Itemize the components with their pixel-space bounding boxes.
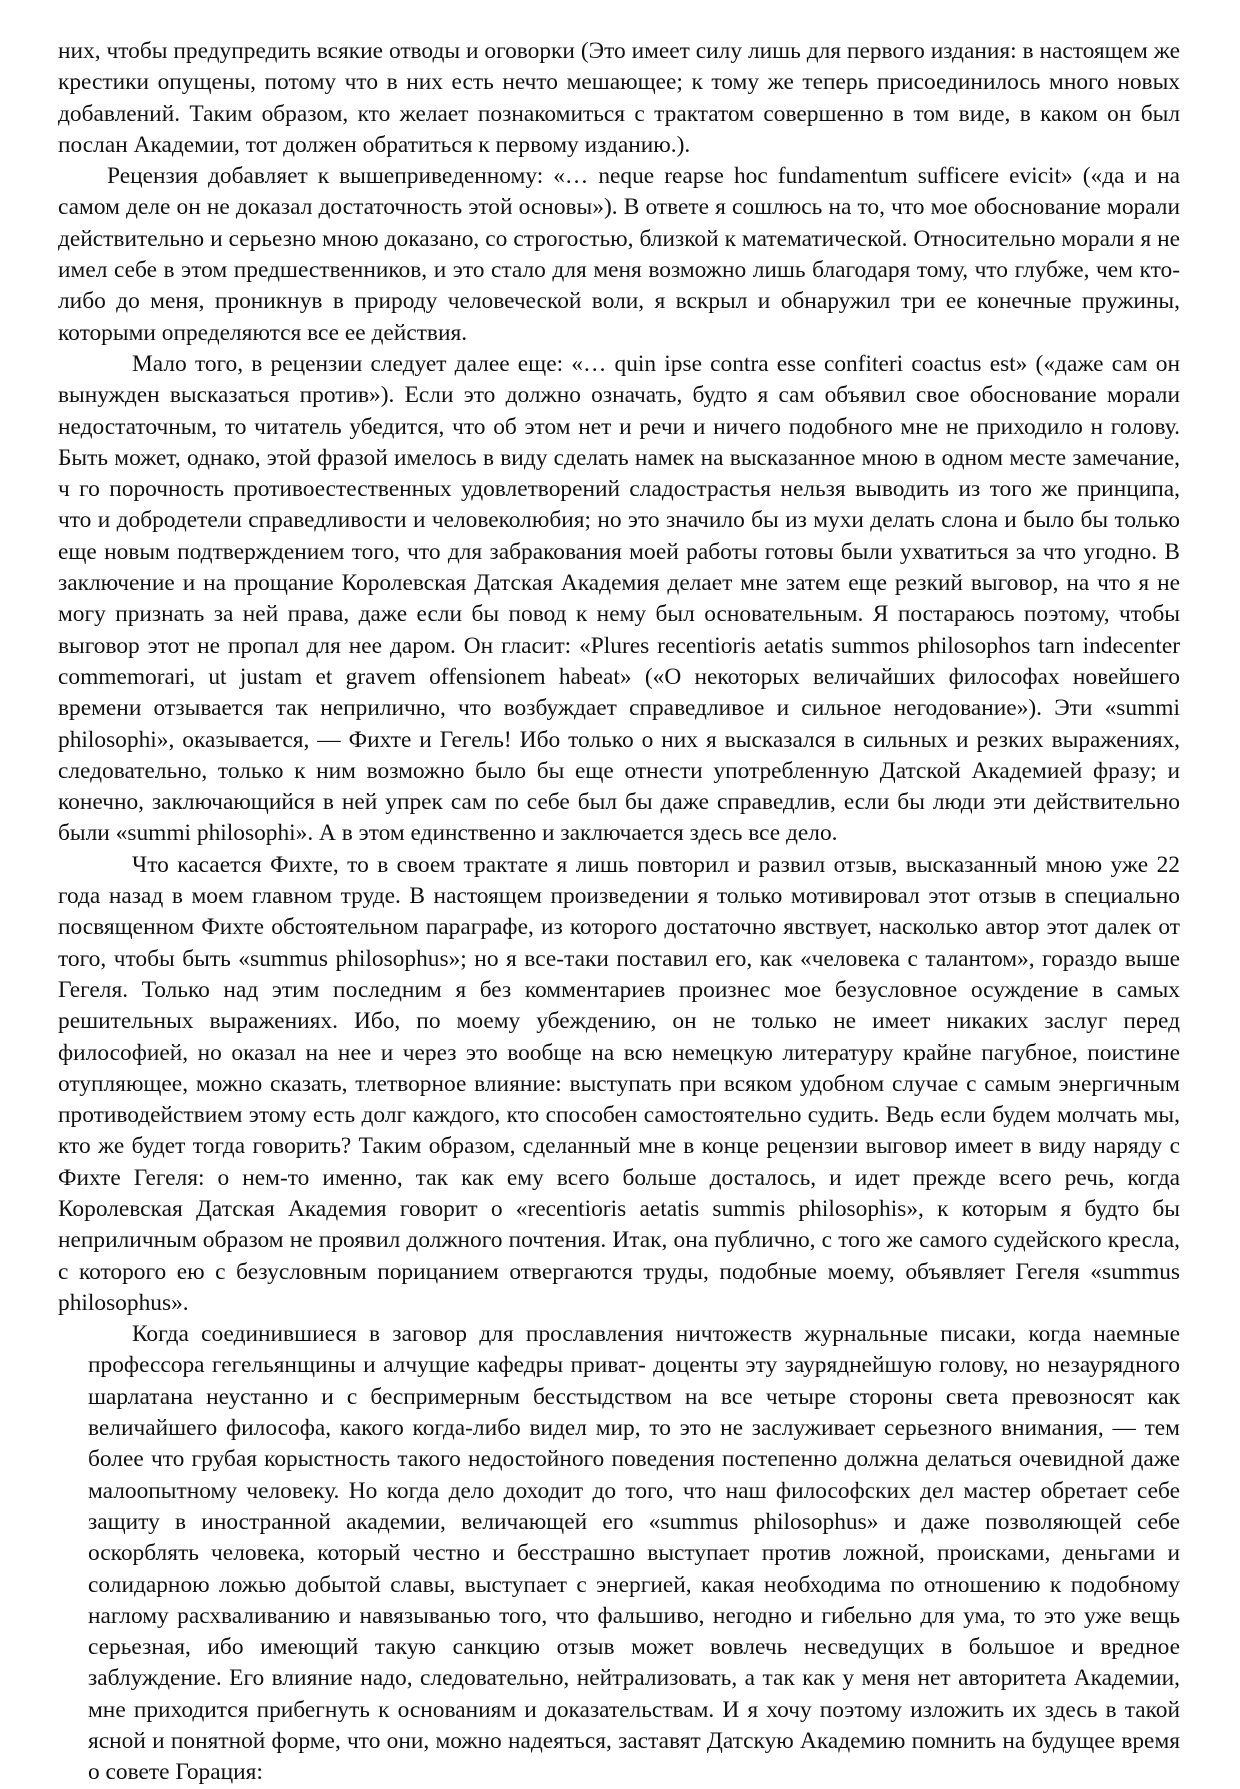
paragraph-4: Что касается Фихте, то в своем трактате я лишь повторил и развил отзыв, высказанный мною уже 22 года назад в моем главном труде. В настоящем произведении я только мотивировал этот отзыв в специально посвященном Фихте обстоятельном параграфе, из которого достаточно явствует, насколько автор этот далек от того, чтобы быть «summus philosophus»; но я все-таки поставил его, как «человека с талантом», гораздо выше Гегеля. Только над этим последним я без комментариев произнес мое безусловное осуждение в самых решительных выражениях. Ибо, по моему убеждению, он не только не имеет никаких заслуг перед философией, но оказал на нее и через это вообще на всю немецкую литературу крайне пагубное, поистине отупляющее, можно сказать, тлетворное влияние: выступать при всяком удобном случае с самым энергичным противодействием этому есть долг каждого, кто способен самостоятельно судить. Ведь если будем молчать мы, кто же будет тогда говорить? Таким образом, сделанный мне в конце рецензии выговор имеет в виду наряду с Фихте Гегеля: о нем-то именно, так как ему всего больше досталось, и идет прежде всего речь, когда Королевская Датская Академия говорит о «recentioris aetatis summis philosophis», к которым я будто бы неприличным образом не проявил должного почтения. Итак, она публично, с того же самого судейского кресла, с которого ею с безусловным порицанием отвергаются труды, подобные моему, объявляет Гегеля «summus philosophus». — [58, 851, 1180, 1316]
paragraph-1: них, чтобы предупредить всякие отводы и оговорки (Это имеет силу лишь для первого издания: в настоящем же крестики опущены, потому что в них есть нечто мешающее; к тому же теперь присоединилось много новых добавлений. Таким образом, кто желает познакомиться с трактатом совершенно в том виде, в каком он был послан Академии, тот должен обратиться к первому изданию.). — [58, 38, 1180, 158]
document-page — [58, 36, 1180, 1789]
paragraph-5-first-line: Когда соединившиеся в заговор для прославления ничтожеств журнальные писаки, когда наемные — [132, 1321, 1180, 1348]
paragraph-3: Мало того, в рецензии следует далее еще: «… quin ipse contra esse confiteri coactus est» («даже сам он вынужден высказаться против»). Если это должно означать, будто я сам объявил свое обоснование морали недостаточным, то читатель убедится, что об этом нет и речи и ничего подобного мне не приходило н голову. Быть может, однако, этой фразой имелось в виду сделать намек на высказанное мною в одном месте замечание, ч го порочность противоестественных удовлетворений сладострастья нельзя выводить из того же принципа, что и добродетели справедливости и человеколюбия; но это значило бы из мухи делать слона и было бы только еще новым подтверждением того, что для забракования моей работы готовы были ухватиться за что угодно. В заключение и на прощание Королевская Датская Академия делает мне затем еще резкий выговор, на что я не могу признать за ней права, даже если бы повод к нему был основательным. Я постараюсь поэтому, чтобы выговор этот не пропал для нее даром. Он гласит: «Plures recentioris aetatis summos philosophos tarn indecenter commemorari, ut justam et gravem offensionem habeat» («О некоторых величайших философах новейшего времени отзывается так неприлично, что возбуждает справедливое и сильное негодование»). Эти «summi philosophi», оказывается, — Фихте и Гегель! Ибо только о них я высказался в сильных и резких выражениях, следовательно, только к ним возможно было бы еще отнести употребленную Датской Академией фразу; и конечно, заключающийся в ней упрек сам по себе был бы даже справедлив, если бы люди эти действительно были «summi philosophi». А в этом единственно и заключается здесь все дело. — [58, 350, 1180, 847]
paragraph-5-body: профессора гегельянщины и алчущие кафедры приват- доценты эту зауряднейшую голову, но незаурядного шарлатана неустанно и с беспримерным бесстыдством на все четыре стороны света превозносят как величайшего философа, какого когда-либо видел мир, то это не заслуживает серьезного внимания, — тем более что грубая корыстность такого недостойного поведения постепенно должна делаться очевидной даже малоопытному человеку. Но когда дело доходит до того, что наш философских дел мастер обретает себе защиту в иностранной академии, величающей его «summus philosophus» и даже позволяющей себе оскорблять человека, который честно и бесстрашно выступает против ложной, происками, деньгами и солидарною ложью добытой славы, выступает с энергией, какая необходима по отношению к подобному наглому расхваливанию и навязыванью того, что фальшиво, негодно и гибельно для ума, то это уже вещь серьезная, ибо имеющий такую санкцию отзыв может вовлечь несведущих в большое и вредное заблуждение. Его влияние надо, следовательно, нейтрализовать, а так как у меня нет авторитета Академии, мне приходится прибегнуть к основаниям и доказательствам. И я хочу поэтому изложить их здесь в такой ясной и понятной форме, что они, можно надеяться, заставят Датскую Академию помнить на будущее время о совете Горация: — [88, 1352, 1180, 1786]
paragraph-5 — [58, 1319, 1180, 1788]
paragraph-2: Рецензия добавляет к вышеприведенному: «… neque reapse hoc fundamentum sufficere evicit» («да и на самом деле он не доказал достаточность этой основы»). В ответе я сошлюсь на то, что мое обоснование морали действительно и серьезно мною доказано, со строгостью, близкой к математической. Относительно морали я не имел себе в этом предшественников, и это стало для меня возможно лишь благодаря тому, что глубже, чем кто-либо до меня, проникнув в природу человеческой воли, я вскрыл и обнаружил три ее конечные пружины, которыми определяются все ее действия. — [58, 163, 1180, 346]
